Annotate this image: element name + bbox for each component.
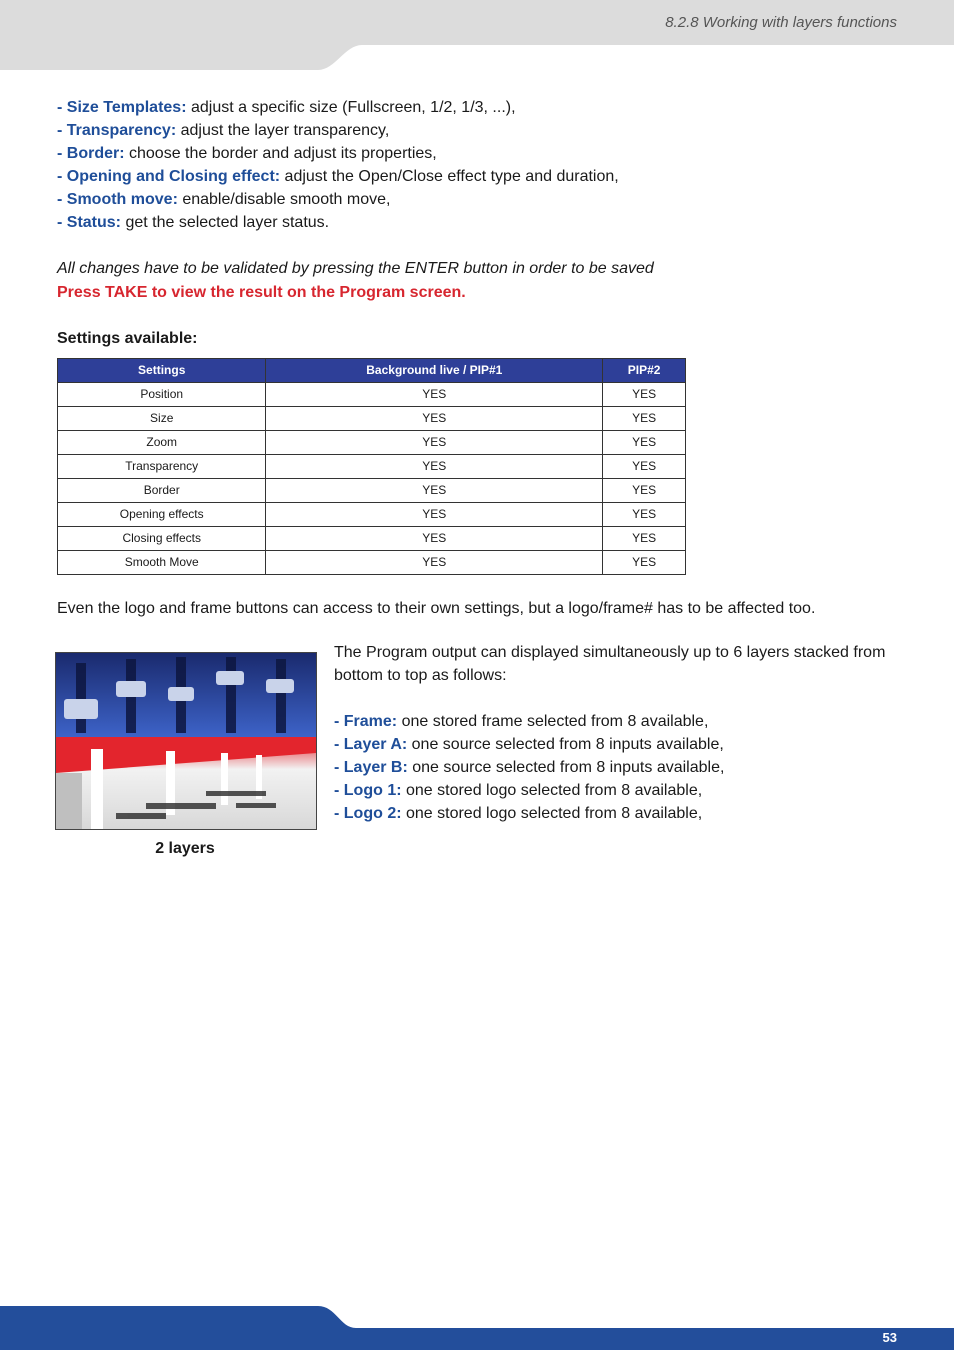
table-cell: Position bbox=[58, 383, 266, 407]
table-cell: YES bbox=[266, 383, 603, 407]
table-cell: YES bbox=[266, 551, 603, 575]
table-row bbox=[58, 527, 686, 551]
page-number: 53 bbox=[882, 1330, 897, 1345]
table-row bbox=[58, 407, 686, 431]
table-cell: YES bbox=[266, 407, 603, 431]
footer-band bbox=[0, 1300, 954, 1350]
table-cell: YES bbox=[603, 407, 686, 431]
section-title: 8.2.8 Working with layers functions bbox=[665, 14, 897, 31]
header-band bbox=[0, 0, 954, 70]
table-cell: YES bbox=[603, 455, 686, 479]
layer-item: - Layer A: one source selected from 8 inputs available, bbox=[334, 736, 724, 753]
table-cell: YES bbox=[603, 527, 686, 551]
intro-list bbox=[57, 96, 907, 234]
table-cell: Zoom bbox=[58, 431, 266, 455]
table-cell: YES bbox=[266, 527, 603, 551]
table-row bbox=[58, 383, 686, 407]
table-cell: Size bbox=[58, 407, 266, 431]
table-cell: Border bbox=[58, 479, 266, 503]
layers-illustration bbox=[56, 653, 316, 829]
layer-item: - Frame: one stored frame selected from 8 available, bbox=[334, 713, 709, 730]
table-cell: Closing effects bbox=[58, 527, 266, 551]
program-description bbox=[334, 641, 909, 825]
table-cell: YES bbox=[266, 503, 603, 527]
column-header: Background live / PIP#1 bbox=[266, 359, 603, 383]
settings-table bbox=[57, 358, 686, 575]
table-row bbox=[58, 431, 686, 455]
take-note: Press TAKE to view the result on the Program screen. bbox=[57, 284, 466, 301]
table-cell: Transparency bbox=[58, 455, 266, 479]
intro-item: - Opening and Closing effect: adjust the Open/Close effect type and duration, bbox=[57, 168, 619, 185]
table-row bbox=[58, 503, 686, 527]
program-text: The Program output can displayed simultaneously up to 6 layers stacked from bottom to top as follows: bbox=[334, 644, 886, 684]
intro-item: - Border: choose the border and adjust its properties, bbox=[57, 145, 437, 162]
layer-item: - Logo 1: one stored logo selected from 8 available, bbox=[334, 782, 703, 799]
table-cell: Smooth Move bbox=[58, 551, 266, 575]
table-cell: YES bbox=[603, 479, 686, 503]
table-row bbox=[58, 455, 686, 479]
table-row bbox=[58, 551, 686, 575]
validation-note: All changes have to be validated by pressing the ENTER button in order to be saved bbox=[57, 260, 654, 277]
table-header-row bbox=[58, 359, 686, 383]
intro-item: - Transparency: adjust the layer transparency, bbox=[57, 122, 390, 139]
table-cell: YES bbox=[603, 551, 686, 575]
image-caption: 2 layers bbox=[155, 840, 215, 857]
column-header: Settings bbox=[58, 359, 266, 383]
main-content bbox=[57, 96, 907, 620]
table-cell: YES bbox=[603, 431, 686, 455]
layer-item: - Logo 2: one stored logo selected from 8 available, bbox=[334, 805, 703, 822]
table-cell: YES bbox=[266, 455, 603, 479]
two-layers-image bbox=[55, 652, 317, 830]
column-header: PIP#2 bbox=[603, 359, 686, 383]
table-cell: YES bbox=[603, 383, 686, 407]
settings-heading: Settings available: bbox=[57, 330, 198, 347]
table-cell: Opening effects bbox=[58, 503, 266, 527]
table-row bbox=[58, 479, 686, 503]
table-cell: YES bbox=[266, 479, 603, 503]
layer-item: - Layer B: one source selected from 8 inputs available, bbox=[334, 759, 725, 776]
table-cell: YES bbox=[266, 431, 603, 455]
logo-frame-note: Even the logo and frame buttons can access to their own settings, but a logo/frame# has to be affected too. bbox=[57, 600, 816, 617]
layers-list bbox=[334, 710, 909, 825]
intro-item: - Status: get the selected layer status. bbox=[57, 214, 330, 231]
intro-item: - Smooth move: enable/disable smooth move, bbox=[57, 191, 391, 208]
intro-item: - Size Templates: adjust a specific size (Fullscreen, 1/2, 1/3, ...), bbox=[57, 99, 516, 116]
table-cell: YES bbox=[603, 503, 686, 527]
